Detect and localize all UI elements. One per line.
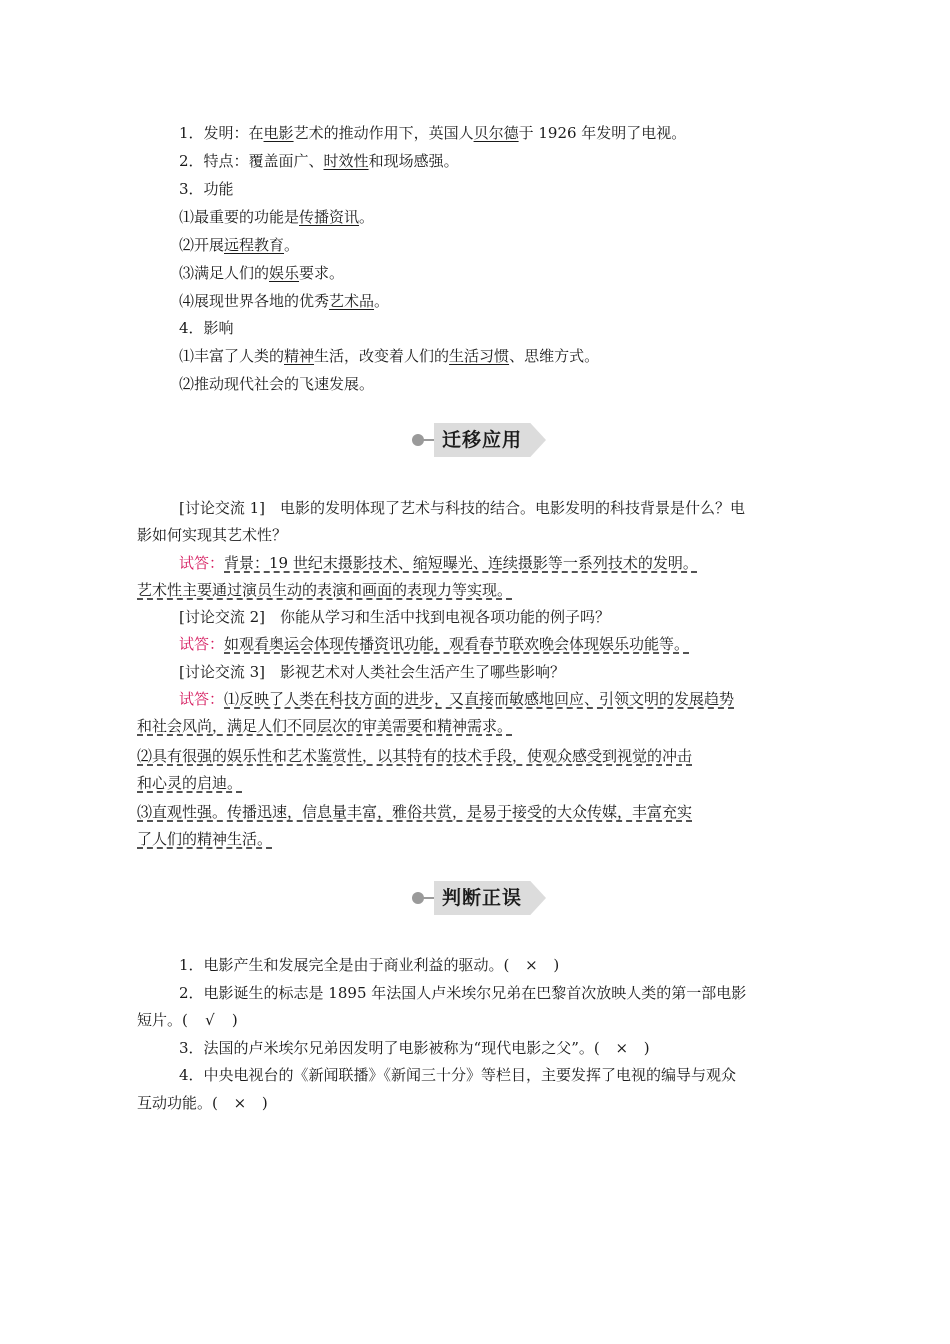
check-mark: √ — [205, 1011, 215, 1029]
header-bullet-icon — [412, 434, 424, 446]
text: ⑴最重要的功能是 — [179, 208, 300, 226]
discussion-question-3: [讨论交流 3] 影视艺术对人类社会生活产生了哪些影响？ — [179, 663, 566, 681]
answer-label: 试答： — [179, 635, 225, 653]
underlined-term: 电影 — [263, 124, 294, 142]
answer-3-line-3 — [137, 746, 692, 766]
answer-text: ⑴反映了人类在科技方面的进步，又直接而敏感地回应、引领文明的发展趋势 — [224, 690, 735, 708]
discussion-question-2: [讨论交流 2] 你能从学习和生活中找到电视各项功能的例子吗？ — [179, 608, 611, 626]
text: 1．电影产生和发展完全是由于商业利益的驱动。( — [179, 956, 510, 974]
section-header-transfer-application — [137, 423, 813, 457]
text: ⑵开展 — [179, 236, 225, 254]
text: ) — [553, 956, 560, 974]
cross-mark: × — [233, 1094, 247, 1112]
text: 生活，改变着人们的 — [314, 347, 450, 365]
summary-item-3-2 — [179, 235, 299, 255]
answer-label: 试答： — [179, 554, 225, 572]
text: 2．特点：覆盖面广、 — [179, 152, 324, 170]
summary-item-4-title: 4．影响 — [179, 319, 234, 337]
underlined-term: 精神 — [284, 347, 315, 365]
answer-text: 背景：19 世纪末摄影技术、缩短曝光、连续摄影等一系列技术的发明。 — [224, 554, 698, 572]
underlined-term: 远程教育 — [224, 236, 285, 254]
text: ⑷展现世界各地的优秀 — [179, 292, 330, 310]
text: 3．法国的卢米埃尔兄弟因发明了电影被称为“现代电影之父”。( — [179, 1039, 600, 1057]
text: 、思维方式。 — [509, 347, 600, 365]
answer-text: 和心灵的启迪。 — [137, 774, 243, 792]
underlined-term: 艺术品 — [329, 292, 375, 310]
summary-item-1 — [179, 123, 686, 143]
summary-item-3-1 — [179, 207, 374, 227]
answer-3-line-6 — [137, 829, 272, 849]
discussion-question-1-cont: 影如何实现其艺术性？ — [137, 526, 288, 544]
text: 于 1926 年发明了电视。 — [518, 124, 687, 142]
judgment-item-4: 4．中央电视台的《新闻联播》《新闻三十分》等栏目，主要发挥了电视的编导与观众 — [179, 1066, 737, 1084]
discussion-question-1: [讨论交流 1] 电影的发明体现了艺术与科技的结合。电影发明的科技背景是什么？电 — [179, 499, 746, 517]
summary-item-4-1 — [179, 346, 599, 366]
answer-3-line-5 — [137, 802, 692, 822]
text: 。 — [284, 236, 300, 254]
underlined-term: 贝尔德 — [473, 124, 519, 142]
cross-mark: × — [525, 956, 538, 974]
section-header-true-false — [137, 881, 813, 915]
summary-item-3-4 — [179, 291, 389, 311]
judgment-item-3 — [179, 1038, 650, 1058]
text: ) — [643, 1039, 650, 1057]
text: 短片。( — [137, 1011, 188, 1029]
text: 互动功能。( — [137, 1094, 218, 1112]
text: 。 — [374, 292, 390, 310]
cross-mark: × — [615, 1039, 629, 1057]
answer-text: 了人们的精神生活。 — [137, 830, 273, 848]
text: ⑶满足人们的 — [179, 264, 270, 282]
summary-item-2 — [179, 151, 459, 171]
text: ⑴丰富了人类的 — [179, 347, 285, 365]
section-title: 判断正误 — [442, 887, 523, 909]
underlined-term: 娱乐 — [269, 264, 300, 282]
answer-text: 艺术性主要通过演员生动的表演和画面的表现力等实现。 — [137, 581, 513, 599]
answer-text: ⑵具有很强的娱乐性和艺术鉴赏性，以其特有的技术手段，使观众感受到视觉的冲击 — [137, 747, 693, 765]
answer-label: 试答： — [179, 690, 225, 708]
text: 艺术的推动作用下，英国人 — [293, 124, 474, 142]
text: 1．发明：在 — [179, 124, 264, 142]
answer-2 — [179, 634, 689, 654]
underlined-term: 传播资讯 — [299, 208, 360, 226]
text: 要求。 — [299, 264, 345, 282]
text: 。 — [359, 208, 375, 226]
answer-text: 如观看奥运会体现传播资讯功能，观看春节联欢晚会体现娱乐功能等。 — [224, 635, 690, 653]
summary-item-3-3 — [179, 263, 344, 283]
text: ) — [231, 1011, 238, 1029]
header-bullet-icon — [412, 892, 424, 904]
summary-item-3-title: 3．功能 — [179, 180, 234, 198]
summary-item-4-2: ⑵推动现代社会的飞速发展。 — [179, 375, 375, 393]
answer-text: ⑶直观性强。传播迅速，信息量丰富，雅俗共赏，是易于接受的大众传媒，丰富充实 — [137, 803, 693, 821]
answer-1-line-2 — [137, 580, 512, 600]
underlined-term: 时效性 — [323, 152, 369, 170]
text: 和现场感强。 — [368, 152, 459, 170]
answer-1-line-1 — [179, 553, 698, 573]
answer-text: 和社会风尚，满足人们不同层次的审美需要和精神需求。 — [137, 717, 513, 735]
answer-3-line-4 — [137, 773, 242, 793]
answer-3-line-2 — [137, 716, 512, 736]
judgment-item-4-cont — [137, 1093, 268, 1113]
judgment-item-2: 2．电影诞生的标志是 1895 年法国人卢米埃尔兄弟在巴黎首次放映人类的第一部电影 — [179, 984, 747, 1002]
underlined-term: 生活习惯 — [449, 347, 510, 365]
section-title: 迁移应用 — [442, 429, 523, 451]
answer-3-line-1 — [179, 689, 734, 709]
judgment-item-1 — [179, 955, 559, 975]
judgment-item-2-cont — [137, 1010, 238, 1030]
text: ) — [261, 1094, 268, 1112]
